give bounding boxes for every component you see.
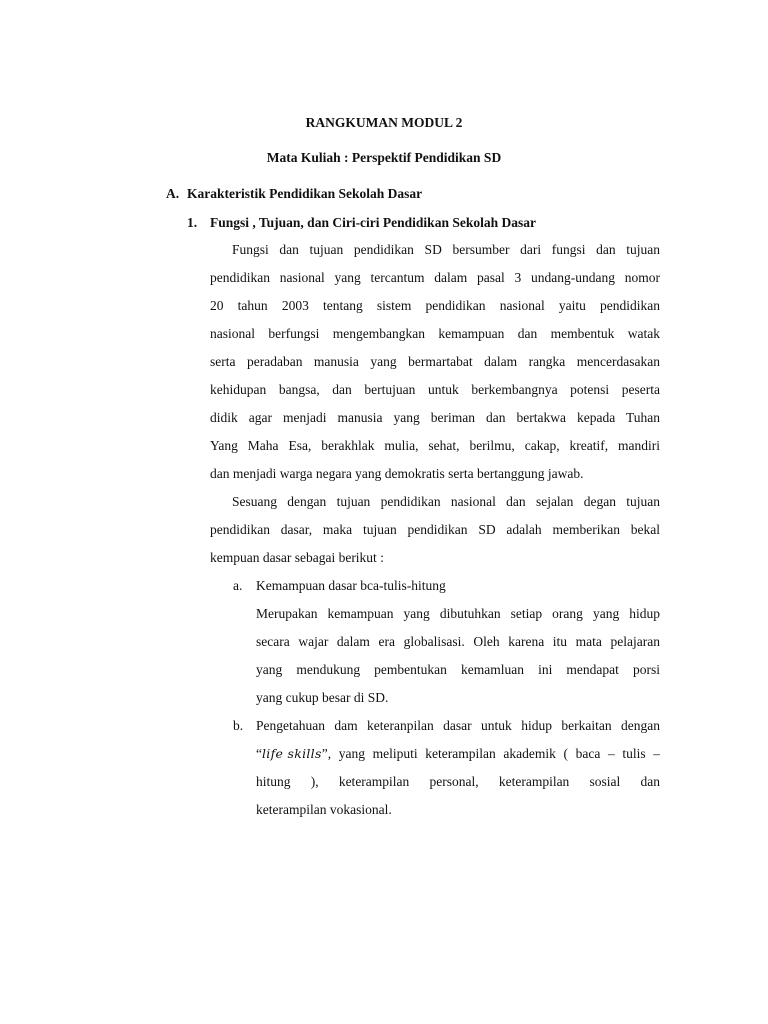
life-skills-term: life skills <box>262 746 322 761</box>
paragraph-1-line: Yang Maha Esa, berakhlak mulia, sehat, berilmu, cakap, kreatif, mandiri <box>210 438 660 453</box>
paragraph-1-line: nasional berfungsi mengembangkan kemampuan dan membentuk watak <box>210 326 660 341</box>
subsection-1-marker: 1. <box>187 215 198 230</box>
subsection-1-heading: Fungsi , Tujuan, dan Ciri-ciri Pendidikan Sekolah Dasar <box>210 215 536 230</box>
section-a-marker: A. <box>166 186 180 201</box>
item-a-heading: Kemampuan dasar bca-tulis-hitung <box>256 578 446 593</box>
item-a-last-line: yang cukup besar di SD. <box>256 690 389 705</box>
paragraph-1-line: serta peradaban manusia yang bermartabat dalam rangka mencerdasakan <box>210 354 660 369</box>
item-a-line: yang mendukung pembentukan kemamluan ini mendapat porsi <box>256 662 660 677</box>
item-b-marker: b. <box>233 718 244 733</box>
paragraph-1-line: pendidikan nasional yang tercantum dalam pasal 3 undang-undang nomor <box>210 270 660 285</box>
item-b-line-2: hitung ), keterampilan personal, keterampilan sosial dan <box>256 774 660 789</box>
item-b-line-3: keterampilan vokasional. <box>256 802 392 817</box>
item-a-line: Merupakan kemampuan yang dibutuhkan setiap orang yang hidup <box>256 606 660 621</box>
paragraph-1-line: didik agar menjadi manusia yang beriman dan bertakwa kepada Tuhan <box>210 410 660 425</box>
document-title: RANGKUMAN MODUL 2 <box>305 115 463 130</box>
paragraph-1-last-line: dan menjadi warga negara yang demokratis serta bertanggung jawab. <box>210 466 584 481</box>
section-a-heading: Karakteristik Pendidikan Sekolah Dasar <box>187 186 423 201</box>
item-b-line-1-rest: , yang meliputi keterampilan akademik ( baca – tulis – <box>327 746 660 761</box>
paragraph-1-line: kehidupan bangsa, dan bertujuan untuk berkembangnya potensi peserta <box>210 382 660 397</box>
open-quote: “ <box>256 746 262 761</box>
course-subtitle: Mata Kuliah : Perspektif Pendidikan SD <box>266 150 502 165</box>
item-b-line-1 <box>256 746 660 762</box>
item-a-marker: a. <box>233 578 243 593</box>
paragraph-2-line: pendidikan dasar, maka tujuan pendidikan SD adalah memberikan bekal <box>210 522 660 537</box>
close-quote: ” <box>321 746 328 761</box>
item-b-heading: Pengetahuan dam keteranpilan dasar untuk hidup berkaitan dengan <box>256 718 660 733</box>
paragraph-2-last-line: kempuan dasar sebagai berikut : <box>210 550 384 565</box>
paragraph-1-line: Fungsi dan tujuan pendidikan SD bersumber dari fungsi dan tujuan <box>232 242 660 257</box>
paragraph-1-line: 20 tahun 2003 tentang sistem pendidikan nasional yaitu pendidikan <box>210 298 660 313</box>
item-a-line: secara wajar dalam era globalisasi. Oleh karena itu mata pelajaran <box>256 634 660 649</box>
paragraph-2-line: Sesuang dengan tujuan pendidikan nasional dan sejalan degan tujuan <box>232 494 660 509</box>
